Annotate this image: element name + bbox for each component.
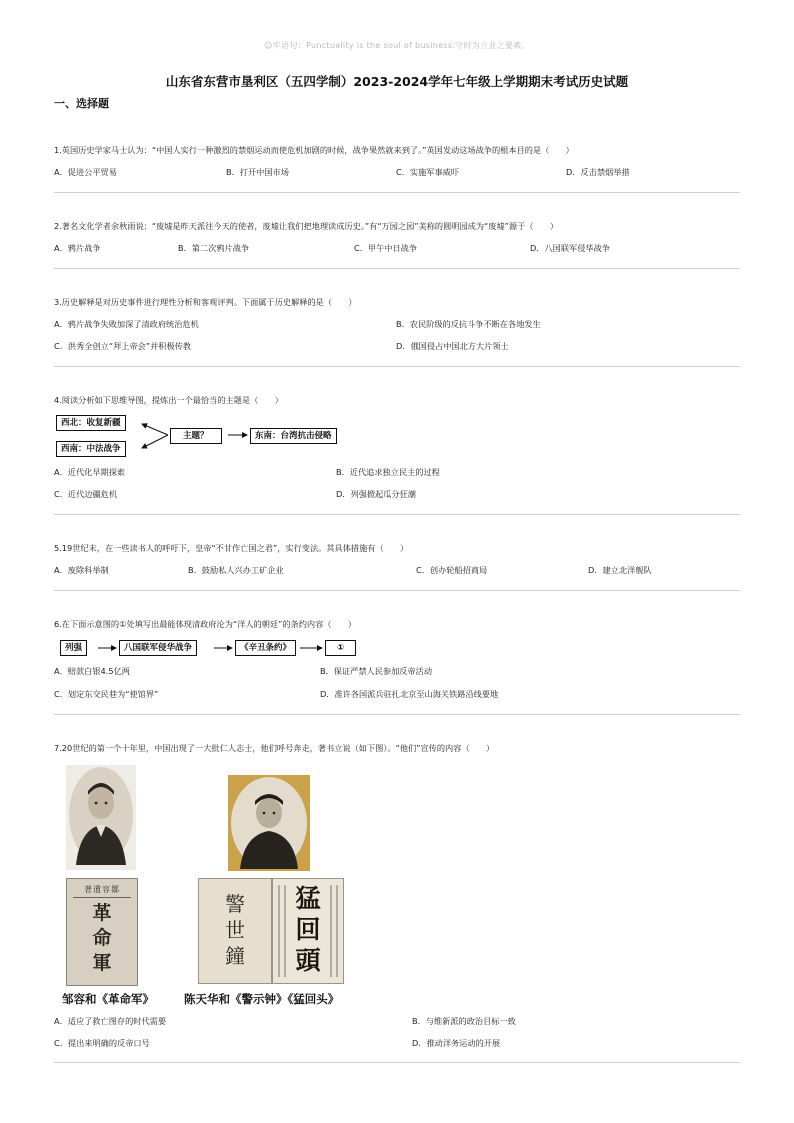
q7-option-a[interactable]: A．适应了救亡图存的时代需要 — [54, 1016, 167, 1026]
divider — [54, 192, 740, 193]
question-1-stem: 1.英国历史学家马士认为：“中国人实行一种激烈的禁烟运动而使危机加剧的时候，战争果然就来到了。”英国发动这场战争的根本目的是（ ） — [54, 145, 574, 155]
caption-zou-rong: 邹容和《革命军》 — [62, 992, 154, 1006]
q3-option-d[interactable]: D．俄国侵占中国北方大片领土 — [396, 341, 509, 351]
q3-option-c[interactable]: C．洪秀全创立“拜上帝会”并积极传教 — [54, 341, 192, 351]
book-cover-revolutionary-army — [66, 878, 138, 986]
divider — [54, 1062, 740, 1063]
q4-option-a[interactable]: A．近代化早期探索 — [54, 467, 126, 477]
q1-option-c[interactable]: C．实施军事威吓 — [396, 167, 460, 177]
q7-option-c[interactable]: C．提出来明确的反帝口号 — [54, 1038, 150, 1048]
q1-option-b[interactable]: B．打开中国市场 — [226, 167, 289, 177]
divider — [54, 714, 740, 715]
portrait-chen-tianhua — [228, 775, 310, 871]
question-6-stem: 6.在下面示意图的①处填写出最能体现清政府沦为“洋人的朝廷”的条约内容（ ） — [54, 619, 357, 629]
mind-map-node-center: 主题？ — [170, 428, 222, 444]
divider — [54, 590, 740, 591]
q6-option-b[interactable]: B．保证严禁人民参加反帝活动 — [320, 666, 433, 676]
flow-step-blank: ① — [325, 640, 356, 656]
q2-option-b[interactable]: B．第二次鸦片战争 — [178, 243, 250, 253]
book-cover-sudden-look-back — [272, 878, 344, 984]
q5-option-c[interactable]: C．创办轮船招商局 — [416, 565, 488, 575]
q2-option-c[interactable]: C．甲午中日战争 — [354, 243, 418, 253]
q4-option-b[interactable]: B．近代追求独立民主的过程 — [336, 467, 440, 477]
question-4-stem: 4.阅读分析如下思维导图，提炼出一个最恰当的主题是（ ） — [54, 395, 283, 405]
section-heading: 一、选择题 — [54, 97, 109, 110]
flow-step-powers: 列强 — [60, 640, 87, 656]
divider — [54, 268, 740, 269]
q1-option-a[interactable]: A．促进公平贸易 — [54, 167, 117, 177]
q5-option-d[interactable]: D．建立北洋舰队 — [588, 565, 652, 575]
question-5-stem: 5.19世纪末，在一些读书人的呼吁下，皇帝“不甘作亡国之君”，实行变法。其具体措施有（ ） — [54, 543, 409, 553]
q6-option-a[interactable]: A．赔款白银4.5亿两 — [54, 666, 130, 676]
flow-diagram — [54, 638, 364, 658]
book1-title: 革命軍 — [92, 902, 112, 974]
question-3-stem: 3.历史解释是对历史事件进行理性分析和客观评判。下面属于历史解释的是（ ） — [54, 297, 357, 307]
q1-option-d[interactable]: D．反击禁烟举措 — [566, 167, 630, 177]
divider — [54, 366, 740, 367]
question-7-stem: 7.20世纪的第一个十年里，中国出现了一大批仁人志士，他们呼号奔走，著书立说（如下图）。“他们”宣传的内容（ ） — [54, 743, 495, 753]
mind-map — [54, 412, 374, 460]
q5-option-a[interactable]: A．废除科举制 — [54, 565, 109, 575]
q6-option-c[interactable]: C．划定东交民巷为“使馆界” — [54, 689, 159, 699]
q5-option-b[interactable]: B．鼓励私人兴办工矿企业 — [188, 565, 284, 575]
divider — [54, 514, 740, 515]
book-cover-alarm-bell — [198, 878, 272, 984]
q3-option-b[interactable]: B．农民阶级的反抗斗争不断在各地发生 — [396, 319, 541, 329]
portrait-zou-rong — [66, 765, 136, 870]
q3-option-a[interactable]: A．鸦片战争失败加深了清政府统治危机 — [54, 319, 199, 329]
q2-option-a[interactable]: A．鸦片战争 — [54, 243, 101, 253]
flow-step-eight-nation-war: 八国联军侵华战争 — [119, 640, 197, 656]
book2-title: 警世鐘 — [225, 892, 245, 968]
watermark-text: ☺牢语句：Punctuality is the soul of business.守时为立业之要素。 — [264, 41, 530, 50]
q4-option-c[interactable]: C．近代边疆危机 — [54, 489, 118, 499]
book3-title: 猛回頭 — [295, 884, 321, 975]
q2-option-d[interactable]: D．八国联军侵华战争 — [530, 243, 610, 253]
caption-chen-tianhua: 陈天华和《警示钟》《猛回头》 — [184, 992, 340, 1006]
flow-step-boxer-protocol: 《辛丑条约》 — [235, 640, 296, 656]
q6-option-d[interactable]: D．准许各国派兵驻扎北京至山海关铁路沿线要地 — [320, 689, 499, 699]
page-title: 山东省东营市垦利区（五四学制）2023-2024学年七年级上学期期末考试历史试题 — [165, 74, 629, 89]
mind-map-node-southwest: 西南：中法战争 — [56, 441, 126, 457]
q4-option-d[interactable]: D．列强掀起瓜分狂潮 — [336, 489, 416, 499]
q7-option-b[interactable]: B．与维新派的政治目标一致 — [412, 1016, 516, 1026]
question-2-stem: 2.著名文化学者余秋雨说：“废墟是昨天派往今天的使者，废墟让我们把地理读成历史。”有“万园之园”美称的圆明园成为“废墟”源于（ ） — [54, 221, 559, 231]
mind-map-node-northwest: 西北：收复新疆 — [56, 415, 126, 431]
flow-arrows — [54, 638, 364, 658]
q7-option-d[interactable]: D．推动洋务运动的开展 — [412, 1038, 501, 1048]
mind-map-node-southeast: 东南：台湾抗击侵略 — [250, 428, 337, 444]
book1-header: 著遺容鄒 — [73, 884, 131, 898]
